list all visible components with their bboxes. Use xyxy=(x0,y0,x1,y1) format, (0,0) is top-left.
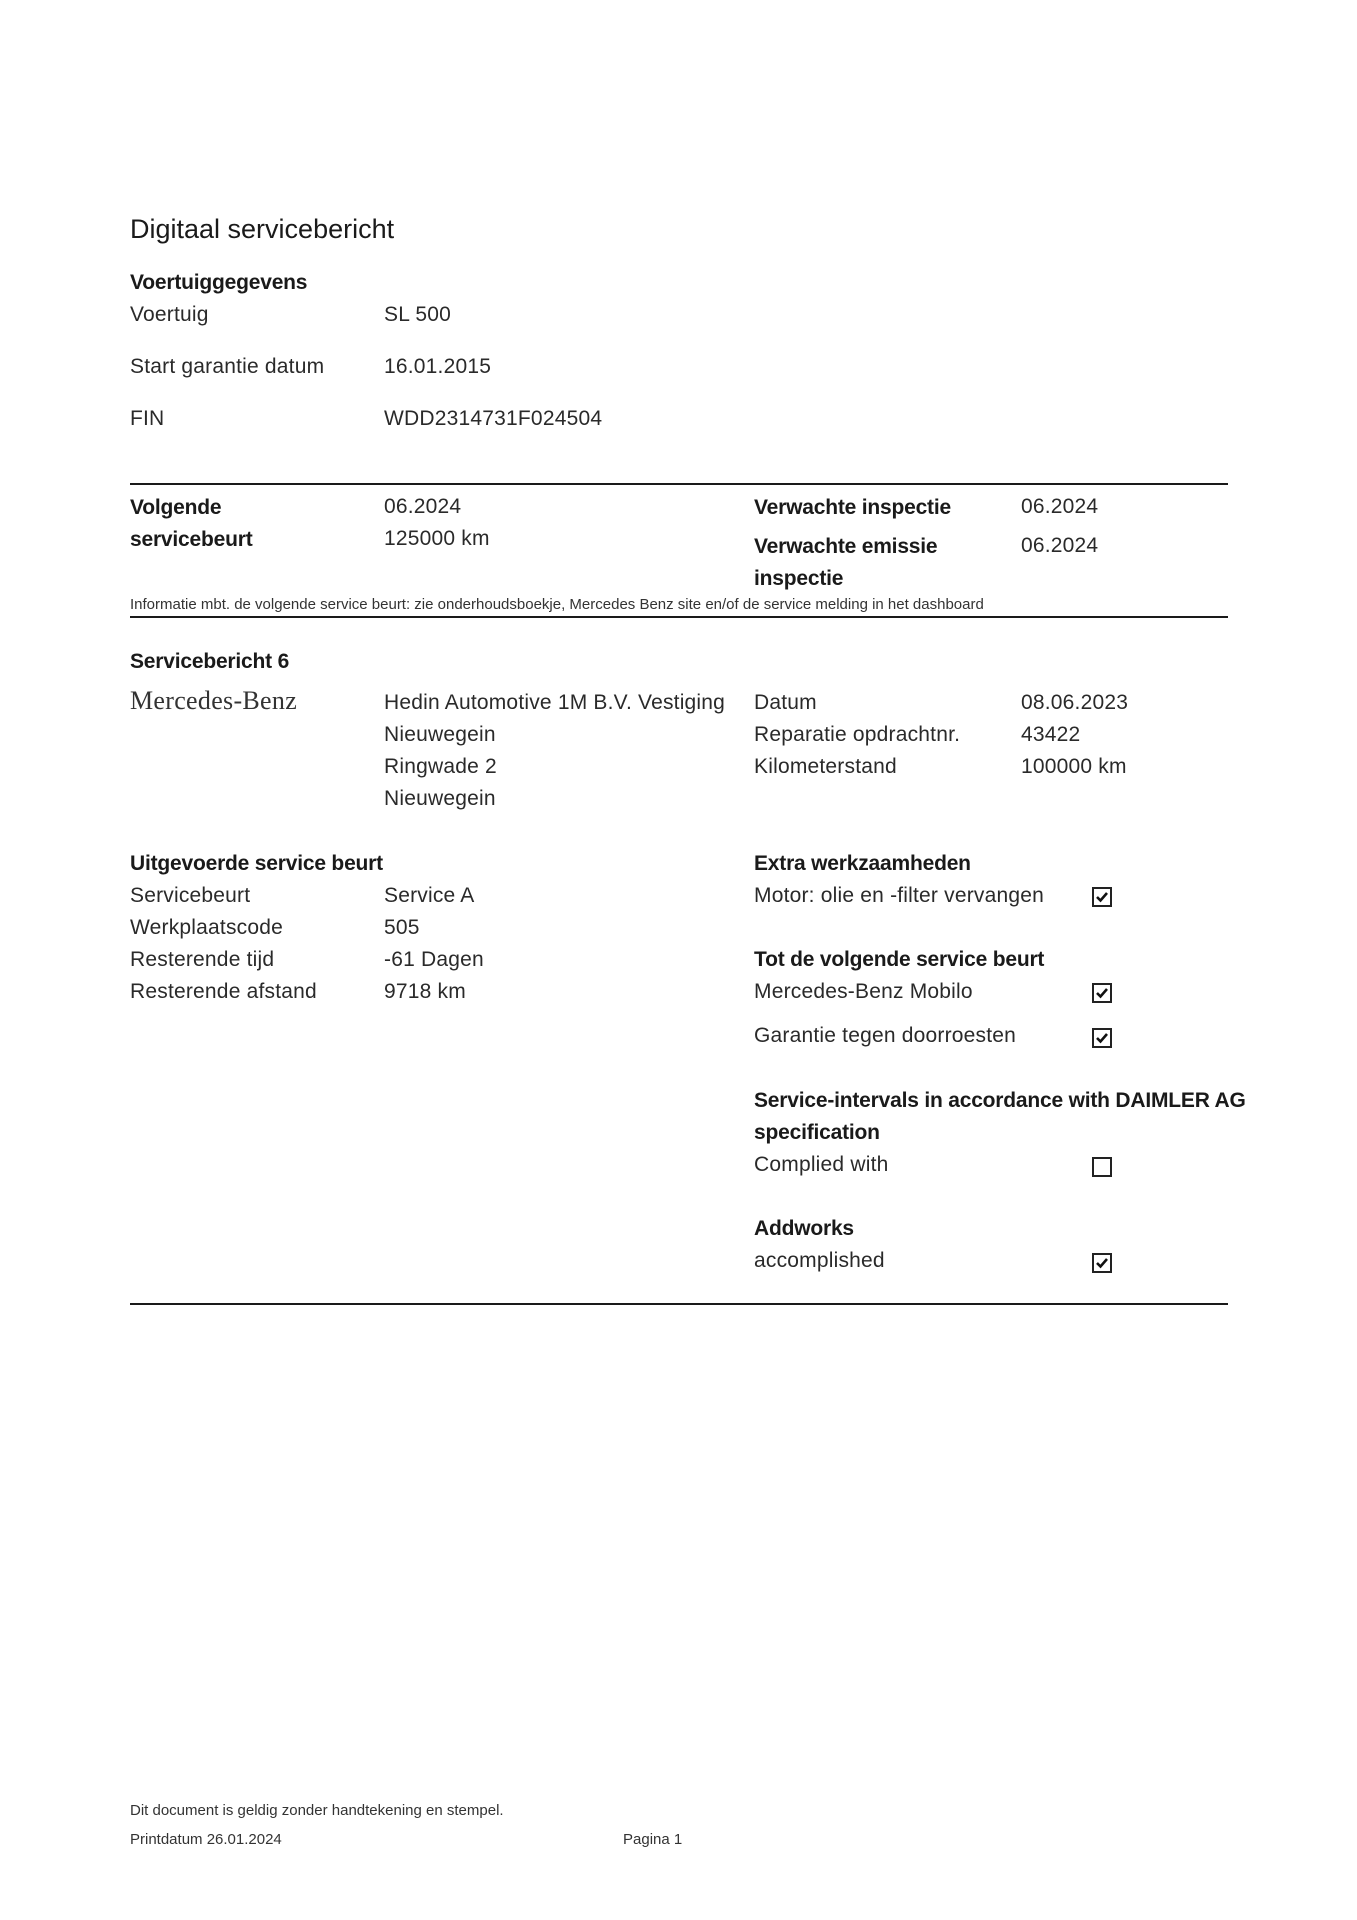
dealer-line: Nieuwegein xyxy=(384,787,496,810)
divider xyxy=(130,1303,1228,1305)
until-next-heading: Tot de volgende service beurt xyxy=(754,948,1045,971)
performed-label: Servicebeurt xyxy=(130,884,251,907)
next-service-info: Informatie mbt. de volgende service beurt: zie onderhoudsboekje, Mercedes Benz site en/of de service melding in het dashboard xyxy=(130,596,984,613)
until-next-item-label: Mercedes-Benz Mobilo xyxy=(754,980,973,1003)
next-service-label-2: servicebeurt xyxy=(130,528,253,551)
performed-value: -61 Dagen xyxy=(384,948,484,971)
checkbox-icon xyxy=(1092,1253,1112,1273)
inspection-value: 06.2024 xyxy=(1021,495,1099,518)
mileage-value: 100000 km xyxy=(1021,755,1127,778)
divider xyxy=(130,616,1228,618)
date-label: Datum xyxy=(754,691,817,714)
checkbox-icon xyxy=(1092,983,1112,1003)
performed-heading: Uitgevoerde service beurt xyxy=(130,852,383,875)
mercedes-benz-logo: Mercedes-Benz xyxy=(130,686,298,715)
intervals-item-label: Complied with xyxy=(754,1153,889,1176)
intervals-heading: Service-intervals in accordance with DAIMLER AG xyxy=(754,1089,1246,1112)
checkbox-icon xyxy=(1092,1028,1112,1048)
dealer-line: Hedin Automotive 1M B.V. Vestiging xyxy=(384,691,726,714)
until-next-item-label: Garantie tegen doorroesten xyxy=(754,1024,1017,1047)
date-value: 08.06.2023 xyxy=(1021,691,1129,714)
service-report-heading: Servicebericht 6 xyxy=(130,650,290,673)
emission-value: 06.2024 xyxy=(1021,534,1099,557)
inspection-label: Verwachte inspectie xyxy=(754,496,951,519)
checkbox-icon xyxy=(1092,887,1112,907)
next-service-label: Volgende xyxy=(130,496,222,519)
repair-order-label: Reparatie opdrachtnr. xyxy=(754,723,961,746)
emission-label: Verwachte emissie xyxy=(754,535,938,558)
intervals-heading-2: specification xyxy=(754,1121,880,1144)
next-service-distance: 125000 km xyxy=(384,527,490,550)
fin-value: WDD2314731F024504 xyxy=(384,407,603,430)
extra-work-heading: Extra werkzaamheden xyxy=(754,852,971,875)
dealer-line: Ringwade 2 xyxy=(384,755,497,778)
performed-label: Werkplaatscode xyxy=(130,916,283,939)
dealer-line: Nieuwegein xyxy=(384,723,496,746)
performed-label: Resterende tijd xyxy=(130,948,275,971)
mileage-label: Kilometerstand xyxy=(754,755,897,778)
vehicle-label: Voertuig xyxy=(130,303,209,326)
footer-note: Dit document is geldig zonder handtekening en stempel. xyxy=(130,1802,504,1819)
checkbox-icon xyxy=(1092,1157,1112,1177)
warranty-start-value: 16.01.2015 xyxy=(384,355,492,378)
addworks-heading: Addworks xyxy=(754,1217,854,1240)
repair-order-value: 43422 xyxy=(1021,723,1081,746)
performed-value: 505 xyxy=(384,916,420,939)
addworks-item-label: accomplished xyxy=(754,1249,885,1272)
next-service-date: 06.2024 xyxy=(384,495,462,518)
performed-label: Resterende afstand xyxy=(130,980,317,1003)
divider xyxy=(130,483,1228,485)
performed-value: Service A xyxy=(384,884,475,907)
extra-work-item-label: Motor: olie en -filter vervangen xyxy=(754,884,1045,907)
vehicle-heading: Voertuiggegevens xyxy=(130,271,308,294)
performed-value: 9718 km xyxy=(384,980,466,1003)
emission-label-2: inspectie xyxy=(754,567,844,590)
warranty-start-label: Start garantie datum xyxy=(130,355,325,378)
page-number: Pagina 1 xyxy=(623,1831,683,1848)
print-date: Printdatum 26.01.2024 xyxy=(130,1831,282,1848)
page-title: Digitaal servicebericht xyxy=(130,214,395,244)
fin-label: FIN xyxy=(130,407,165,430)
vehicle-value: SL 500 xyxy=(384,303,451,326)
